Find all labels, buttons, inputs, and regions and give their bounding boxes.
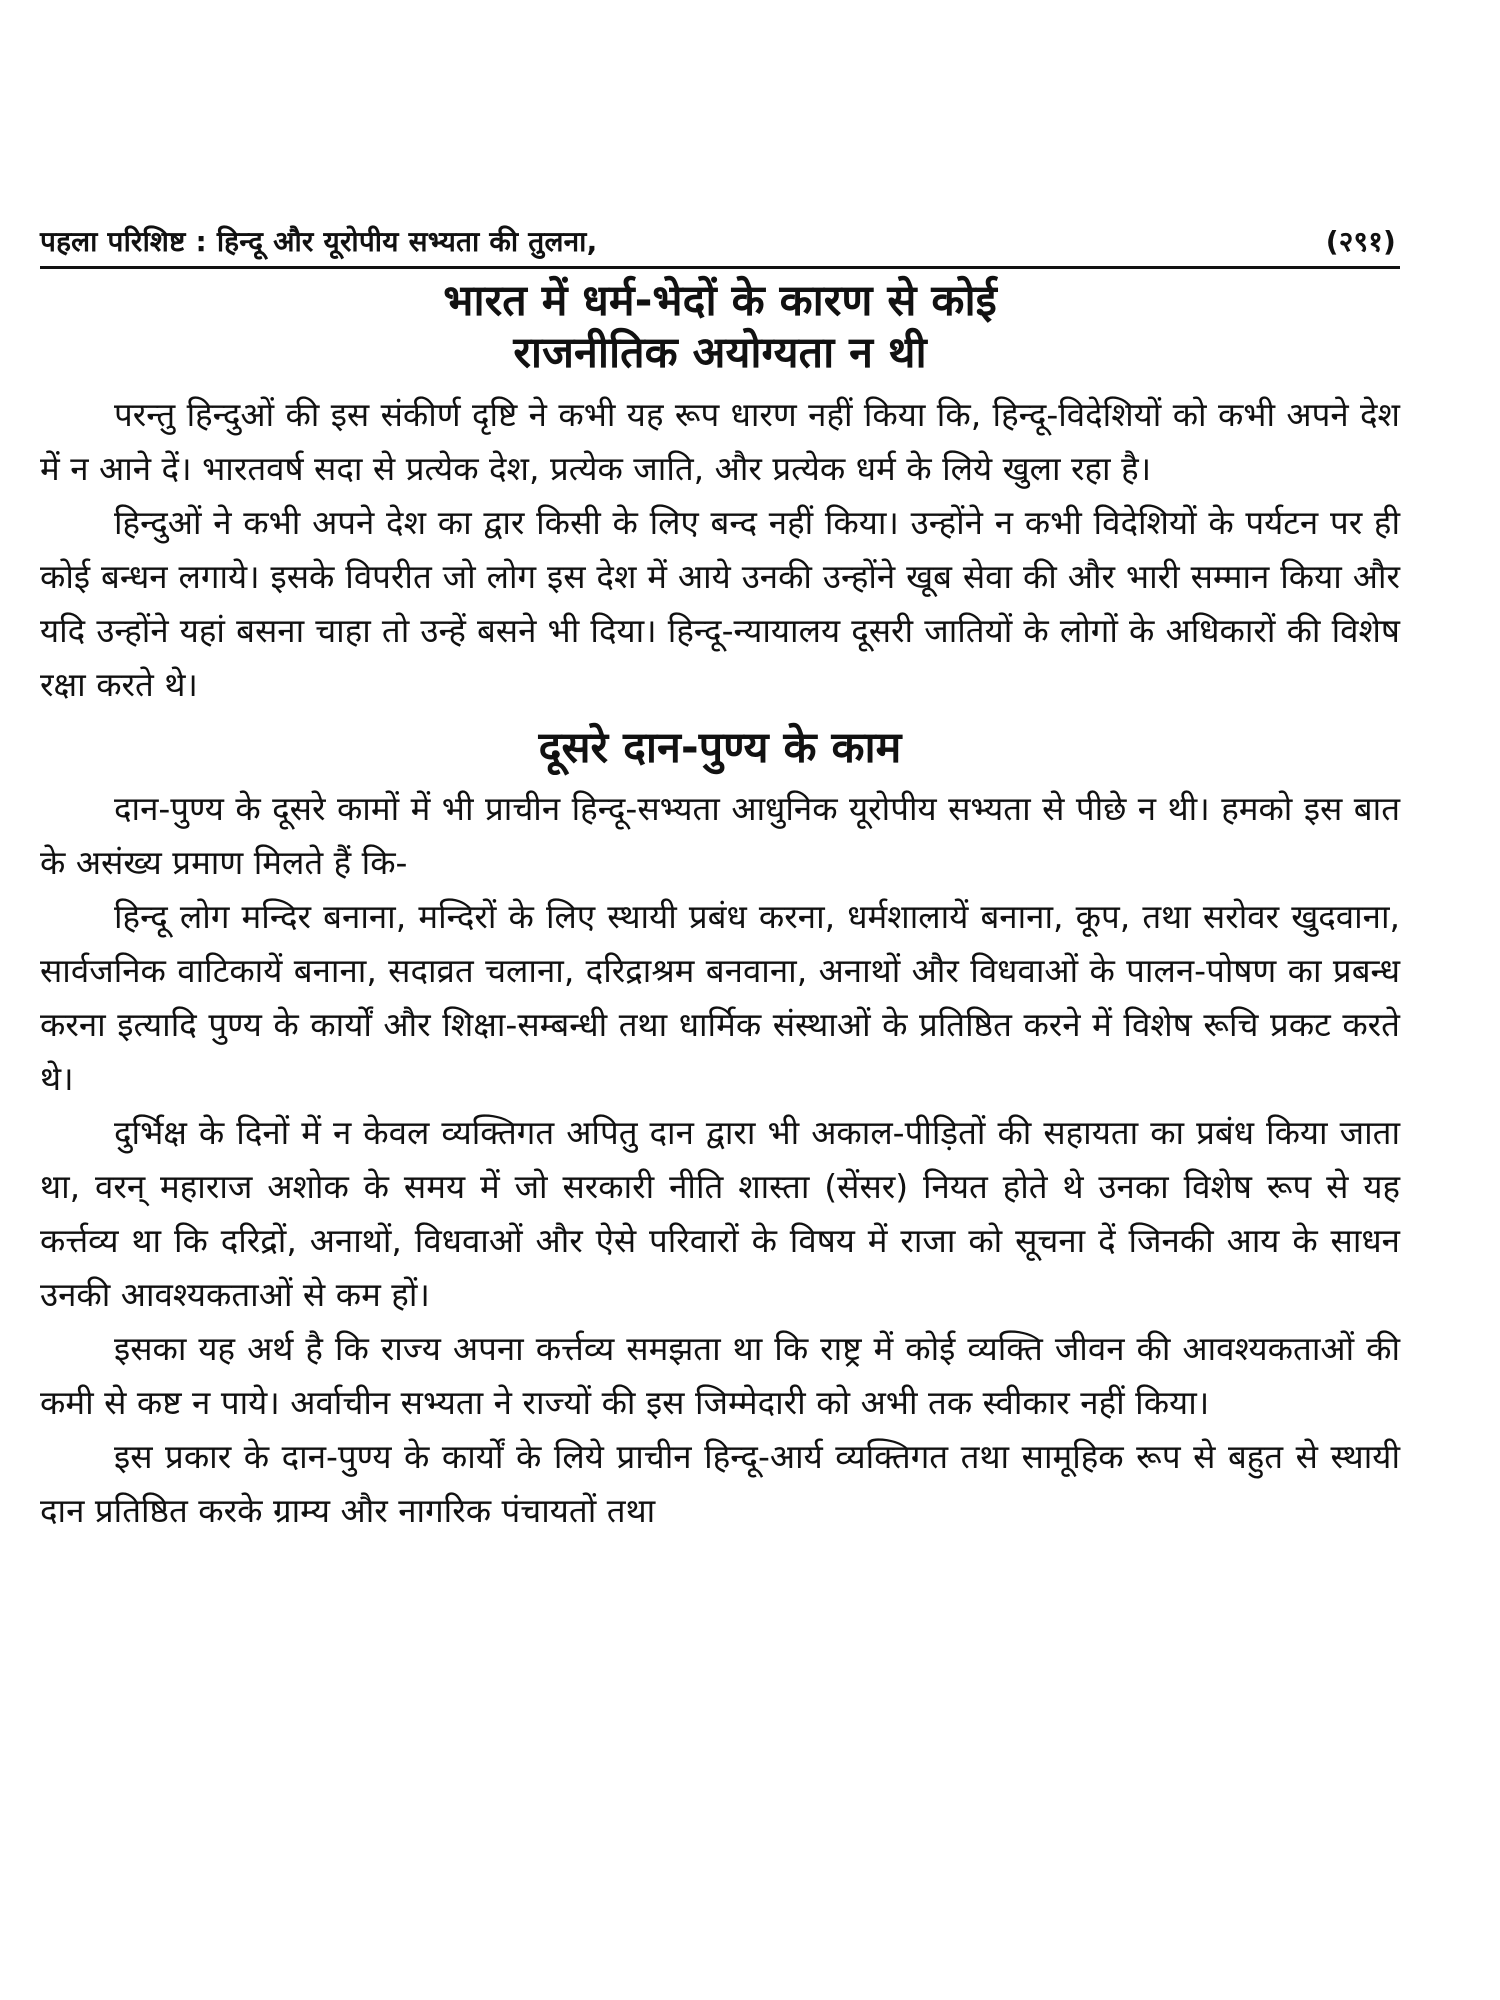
page-number: (२९१)	[1325, 225, 1396, 258]
paragraph-5: दुर्भिक्ष के दिनों में न केवल व्यक्तिगत अपितु दान द्वारा भी अकाल-पीड़ितों की सहायता का प्रबंध किया जाता था, वरन् महाराज अशोक के समय में जो सरकारी नीति शास्ता (सेंसर) नियत होते थे उनका विशेष रूप से यह कर्त्तव्य था कि दरिद्रों, अनाथों, विधवाओं और ऐसे परिवारों के विषय में राजा को सूचना दें जिनकी आय के साधन उनकी आवश्यकताओं से कम हों।	[40, 1113, 1400, 1315]
section-heading-charity-works: दूसरे दान-पुण्य के काम	[538, 722, 902, 773]
paragraph-6: इसका यह अर्थ है कि राज्य अपना कर्त्तव्य समझता था कि राष्ट्र में कोई व्यक्ति जीवन की आवश्यकताओं की कमी से कष्ट न पाये। अर्वाचीन सभ्यता ने राज्यों की इस जिम्मेदारी को अभी तक स्वीकार नहीं किया।	[40, 1329, 1400, 1423]
heading-line-1: भारत में धर्म-भेदों के कारण से कोई	[443, 276, 997, 326]
running-header	[40, 222, 1400, 269]
paragraph-1: परन्तु हिन्दुओं की इस संकीर्ण दृष्टि ने कभी यह रूप धारण नहीं किया कि, हिन्दू-विदेशियों को कभी अपने देश में न आने दें। भारतवर्ष सदा से प्रत्येक देश, प्रत्येक जाति, और प्रत्येक धर्म के लिये खुला रहा है।	[40, 394, 1400, 488]
paragraph-2: हिन्दुओं ने कभी अपने देश का द्वार किसी के लिए बन्द नहीं किया। उन्होंने न कभी विदेशियों के पर्यटन पर ही कोई बन्धन लगाये। इसके विपरीत जो लोग इस देश में आये उनकी उन्होंने खूब सेवा की और भारी सम्मान किया और यदि उन्होंने यहां बसना चाहा तो उन्हें बसने भी दिया। हिन्दू-न्यायालय दूसरी जातियों के लोगों के अधिकारों की विशेष रक्षा करते थे।	[40, 502, 1400, 704]
paragraph-3: दान-पुण्य के दूसरे कामों में भी प्राचीन हिन्दू-सभ्यता आधुनिक यूरोपीय सभ्यता से पीछे न थी। हमको इस बात के असंख्य प्रमाण मिलते हैं कि-	[40, 789, 1400, 883]
book-page	[40, 222, 1400, 1538]
paragraph-4: हिन्दू लोग मन्दिर बनाना, मन्दिरों के लिए स्थायी प्रबंध करना, धर्मशालायें बनाना, कूप, तथा सरोवर खुदवाना, सार्वजनिक वाटिकायें बनाना, सदाव्रत चलाना, दरिद्राश्रम बनवाना, अनाथों और विधवाओं के पालन-पोषण का प्रबन्ध करना इत्यादि पुण्य के कार्यों और शिक्षा-सम्बन्धी तथा धार्मिक संस्थाओं के प्रतिष्ठित करने में विशेष रूचि प्रकट करते थे।	[40, 897, 1400, 1099]
running-header-title: पहला परिशिष्ट : हिन्दू और यूरोपीय सभ्यता की तुलना,	[40, 225, 598, 258]
paragraph-7: इस प्रकार के दान-पुण्य के कार्यों के लिये प्राचीन हिन्दू-आर्य व्यक्तिगत तथा सामूहिक रूप से बहुत से स्थायी दान प्रतिष्ठित करके ग्राम्य और नागरिक पंचायतों तथा	[40, 1437, 1400, 1531]
section-heading-religious-tolerance	[40, 275, 1400, 380]
heading-line-2: राजनीतिक अयोग्यता न थी	[513, 328, 927, 379]
